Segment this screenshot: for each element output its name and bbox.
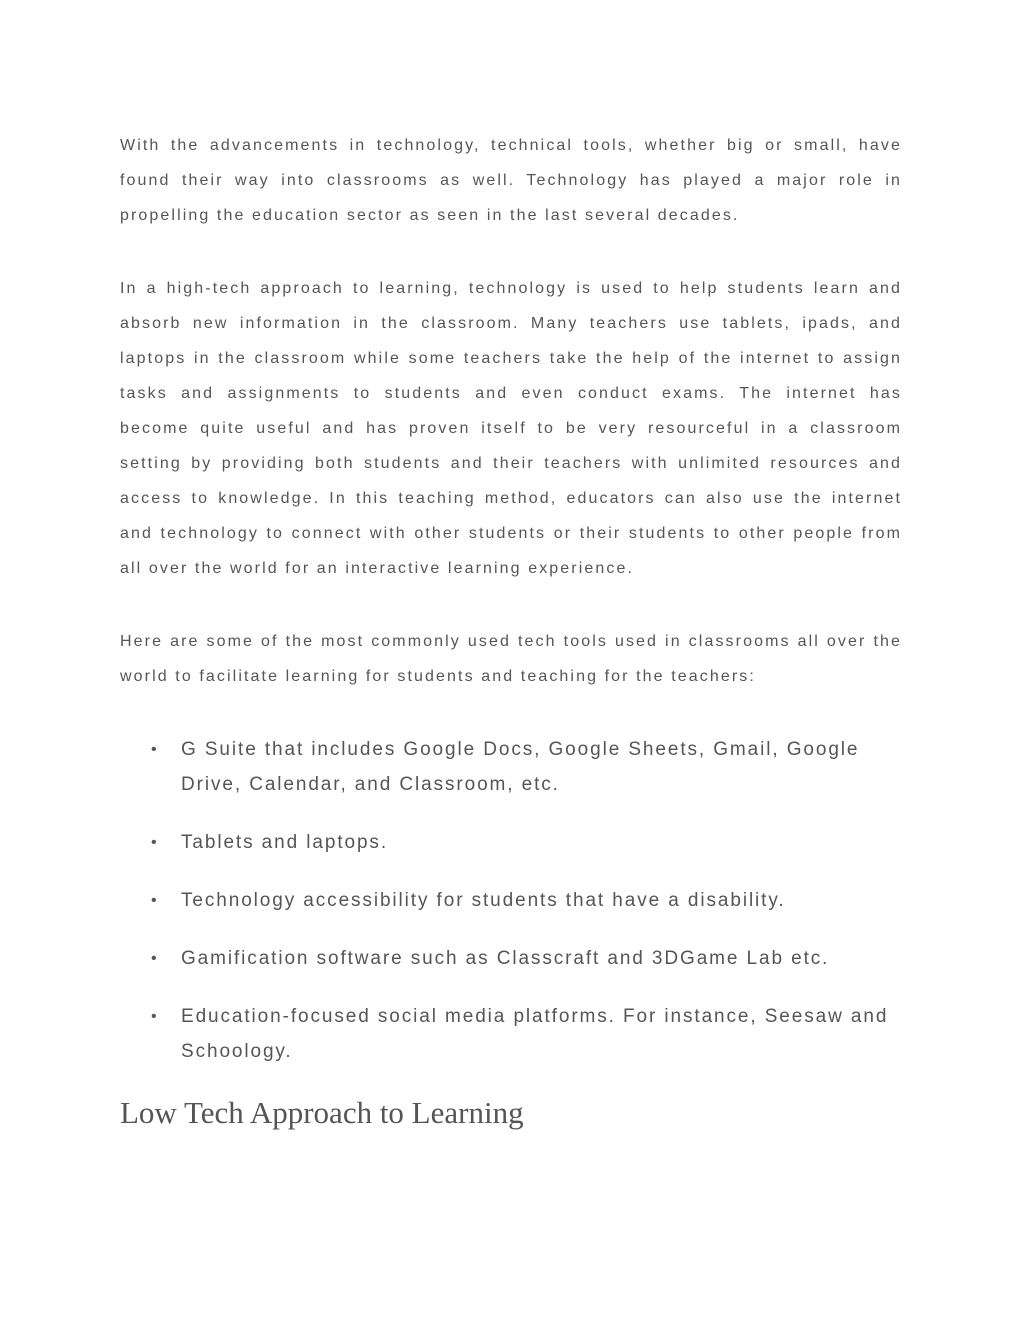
list-item xyxy=(120,883,902,918)
bullet-icon: • xyxy=(151,1008,159,1025)
list-item xyxy=(120,825,902,860)
intro-paragraph: With the advancements in technology, technical tools, whether big or small, have found their way into classrooms as well. Technology has played a major role in propelling the education sector as seen in the last several decades. xyxy=(120,137,902,224)
list-item xyxy=(120,732,902,802)
bullet-icon: • xyxy=(151,950,159,967)
list-item-text: Education-focused social media platforms. For instance, Seesaw and Schoology. xyxy=(181,1006,889,1062)
list-item xyxy=(120,999,902,1069)
list-item-text: G Suite that includes Google Docs, Google Sheets, Gmail, Google Drive, Calendar, and Classroom, etc. xyxy=(181,739,860,795)
document-page xyxy=(120,128,902,1133)
tech-tools-list xyxy=(120,732,902,1069)
bullet-icon: • xyxy=(151,892,159,909)
list-item xyxy=(120,941,902,976)
tools-intro-paragraph: Here are some of the most commonly used tech tools used in classrooms all over the world to facilitate learning for students and teaching for the teachers: xyxy=(120,633,902,685)
list-item-text: Technology accessibility for students that have a disability. xyxy=(181,890,786,911)
list-item-text: Gamification software such as Classcraft and 3DGame Lab etc. xyxy=(181,948,830,969)
bullet-icon: • xyxy=(151,741,159,758)
bullet-icon: • xyxy=(151,834,159,851)
section-heading: Low Tech Approach to Learning xyxy=(120,1095,524,1130)
high-tech-paragraph: In a high-tech approach to learning, technology is used to help students learn and absorb new information in the classroom. Many teachers use tablets, ipads, and laptops in the classroom while some teachers take the help of the internet to assign tasks and assignments to students and even conduct exams. The internet has become quite useful and has proven itself to be very resourceful in a classroom setting by providing both students and their teachers with unlimited resources and access to knowledge. In this teaching method, educators can also use the internet and technology to connect with other students or their students to other people from all over the world for an interactive learning experience. xyxy=(120,280,902,577)
list-item-text: Tablets and laptops. xyxy=(181,832,389,853)
